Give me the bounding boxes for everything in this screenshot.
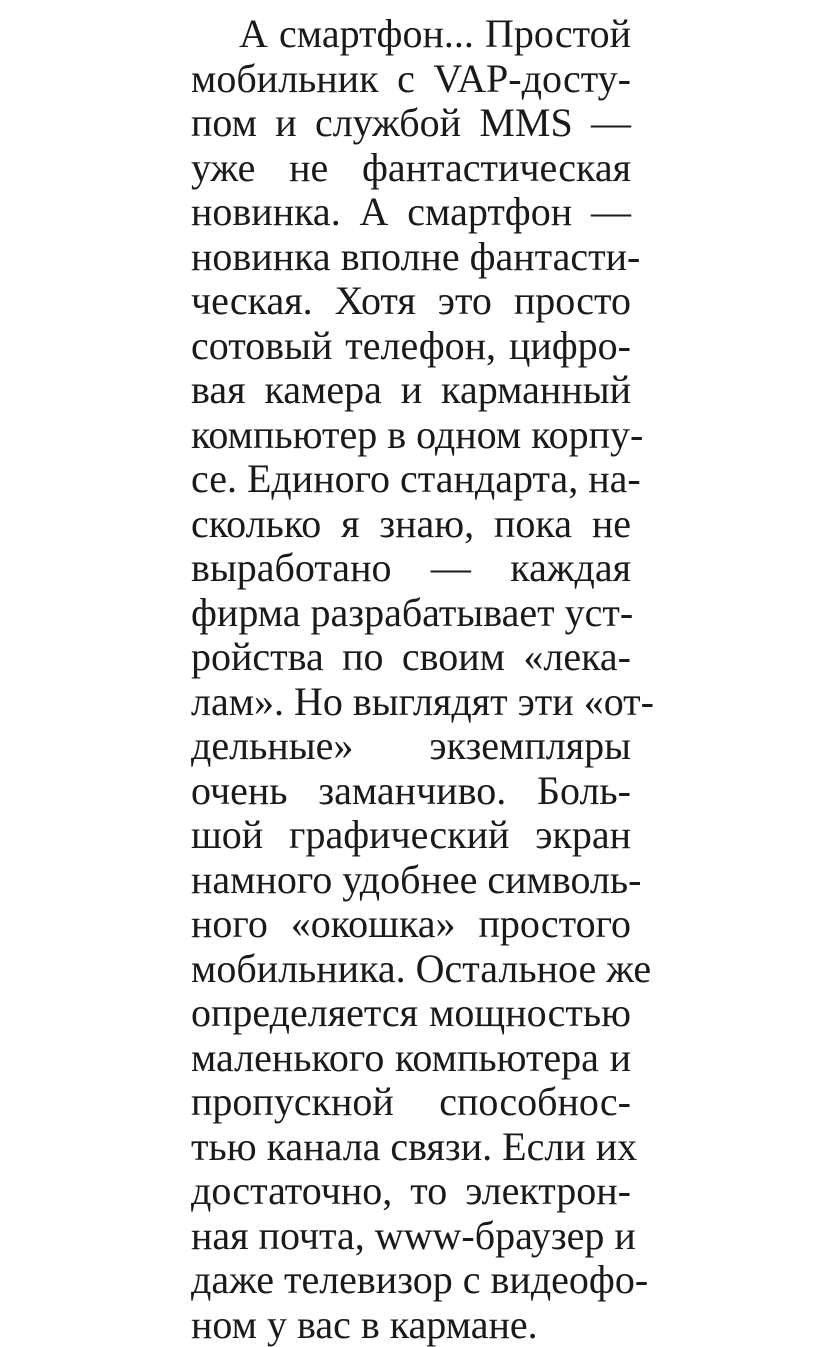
text-line: маленького компьютера и [191,1036,631,1081]
text-line: достаточно, то электрон- [191,1169,631,1214]
text-line: ная почта, www-браузер и [191,1214,631,1259]
text-line: дельные» экземпляры [191,724,631,769]
text-line: ройства по своим «лека- [191,635,631,680]
text-line: мобильник с VAP-досту- [191,57,631,102]
text-line: новинка. А смартфон — [191,190,631,235]
text-line: ного «окошка» простого [191,902,631,947]
text-line: сотовый телефон, цифро- [191,324,631,369]
text-line: определяется мощностью [191,991,631,1036]
text-line: пропускной способнос- [191,1080,631,1125]
text-line: фирма разрабатывает уст- [191,591,631,636]
text-line: тью канала связи. Если их [191,1125,631,1170]
text-line: даже телевизор с видеофо- [191,1258,631,1303]
text-line: новинка вполне фантасти- [191,235,631,280]
text-line: выработано — каждая [191,546,631,591]
text-line: лам». Но выглядят эти «от- [191,680,631,725]
text-line: уже не фантастическая [191,146,631,191]
text-line: вая камера и карманный [191,368,631,413]
text-line: пом и службой MMS — [191,101,631,146]
text-line: намного удобнее символь- [191,858,631,903]
text-line: ческая. Хотя это просто [191,279,631,324]
text-line: ном у вас в кармане. [191,1303,631,1347]
text-line: се. Единого стандарта, на- [191,457,631,502]
text-line: очень заманчиво. Боль- [191,769,631,814]
text-line: шой графический экран [191,813,631,858]
text-line: компьютер в одном корпу- [191,413,631,458]
text-line: мобильника. Остальное же [191,947,631,992]
text-column [191,12,631,1347]
text-line: А смартфон... Простой [191,12,631,57]
text-line: сколько я знаю, пока не [191,502,631,547]
